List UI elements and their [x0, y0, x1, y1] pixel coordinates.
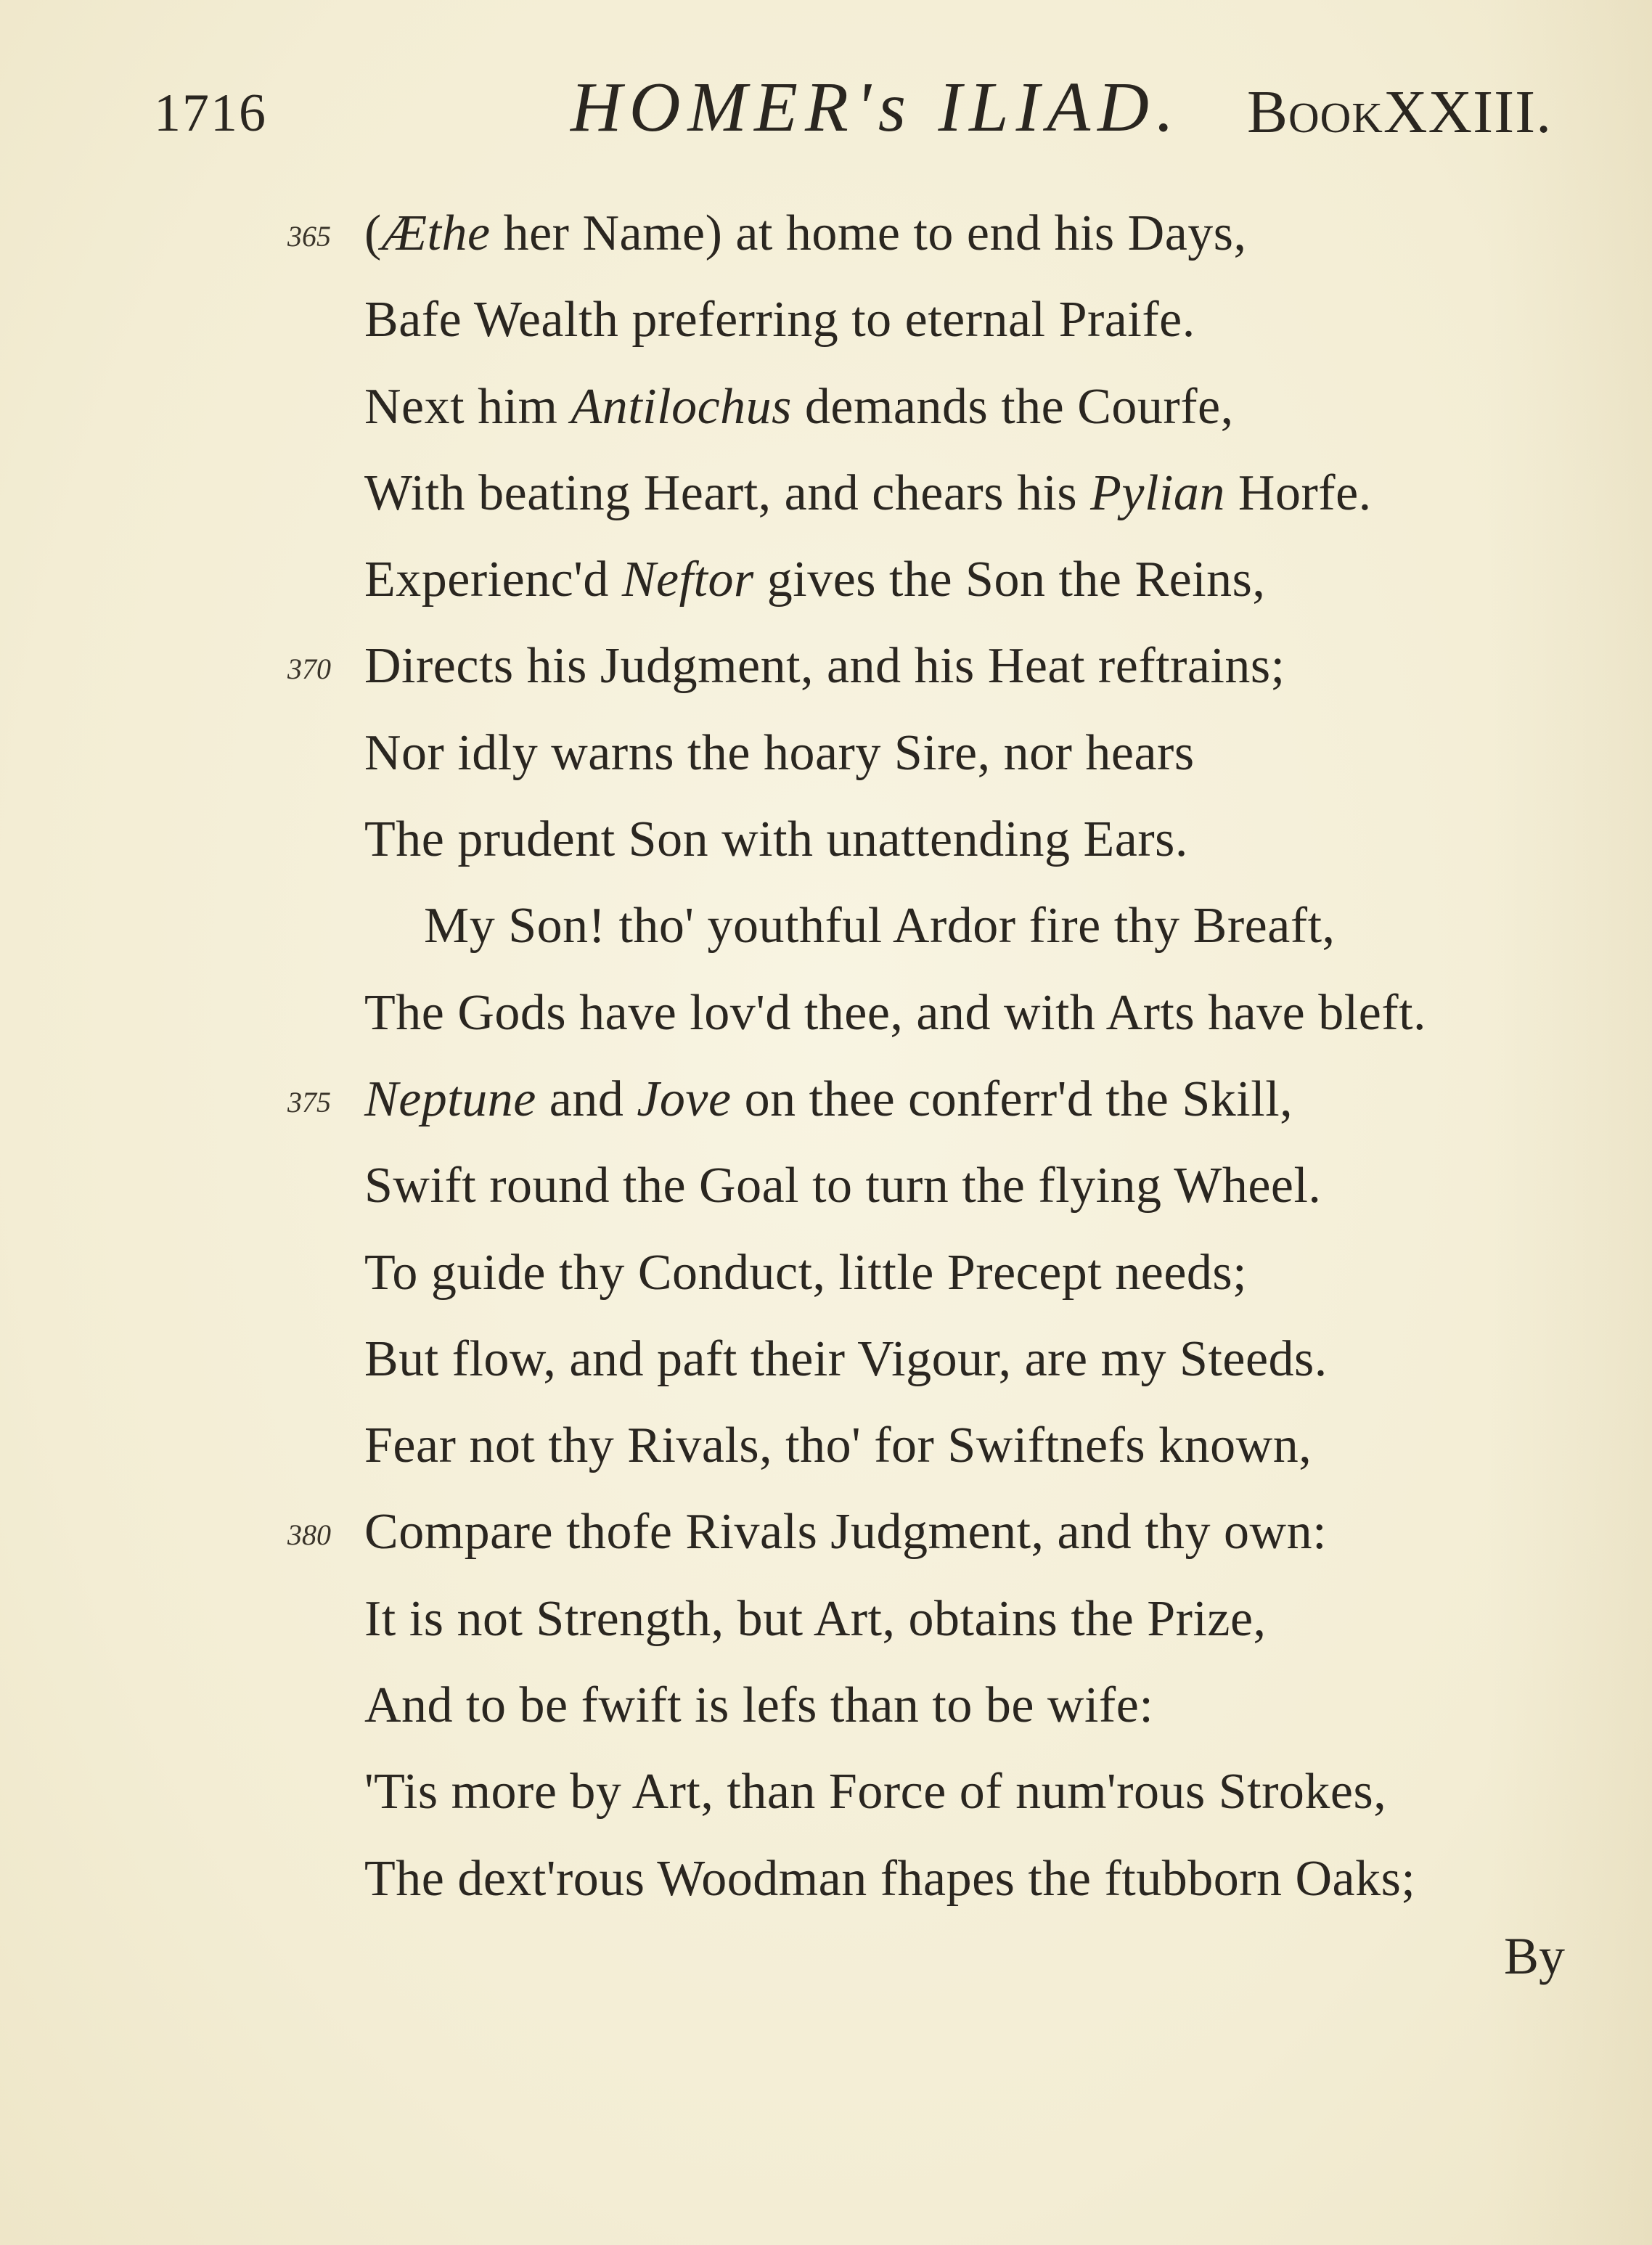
verse-segment: on thee conferr'd the Skill, [731, 1071, 1293, 1127]
verse-text [364, 970, 1426, 1056]
verse-segment: And to be fwift is lefs than to be wife: [364, 1677, 1154, 1734]
page-number: 1716 [154, 83, 267, 143]
verse-line [0, 1749, 1652, 1835]
catchword: By [1504, 1927, 1566, 1985]
line-number: 370 [287, 653, 331, 686]
verse-segment: her Name) at home to end his Days, [490, 205, 1247, 261]
verse-line [0, 1230, 1652, 1316]
verse-line [0, 364, 1652, 450]
verse-segment: To guide thy Conduct, little Precept needs; [364, 1244, 1248, 1301]
verse-segment: The prudent Son with unattending Ears. [364, 811, 1188, 868]
verse-segment: 'Tis more by Art, than Force of num'rous Strokes, [364, 1764, 1387, 1820]
verse-italic-name: Neptune [364, 1071, 536, 1127]
verse-segment: Horfe. [1224, 465, 1372, 521]
verse-segment: Directs his Judgment, and his Heat reftrains; [364, 638, 1285, 695]
verse-line [0, 710, 1652, 796]
verse-text [364, 1142, 1321, 1229]
verse-line [0, 536, 1652, 623]
verse-line [0, 970, 1652, 1056]
verse-text [364, 1056, 1293, 1142]
verse-text [364, 277, 1195, 363]
verse-segment: The dext'rous Woodman fhapes the ftubborn Oaks; [364, 1850, 1416, 1907]
verse-italic-name: Neftor [621, 552, 754, 608]
verse-italic-name: Antilochus [571, 378, 792, 435]
line-number: 365 [287, 220, 331, 253]
verse-segment: Nor idly warns the hoary Sire, nor hears [364, 724, 1195, 781]
verse-block [0, 190, 1652, 1922]
verse-segment: Experienc'd [364, 552, 622, 608]
line-number: 375 [287, 1085, 331, 1119]
verse-text [364, 1836, 1415, 1922]
verse-line [0, 1056, 1652, 1142]
verse-line [0, 1142, 1652, 1229]
verse-text [364, 1576, 1267, 1662]
verse-italic-name: Pylian [1090, 465, 1225, 521]
verse-segment: It is not Strength, but Art, obtains the Prize, [364, 1590, 1267, 1647]
verse-segment: But flow, and paft their Vigour, are my Steeds. [364, 1330, 1328, 1387]
verse-line [0, 1316, 1652, 1402]
verse-text [364, 1489, 1327, 1575]
verse-segment: and [536, 1071, 637, 1127]
verse-text [364, 536, 1265, 623]
book-number: XXIII. [1383, 78, 1553, 146]
verse-segment: ( [364, 205, 382, 261]
verse-line [0, 1576, 1652, 1662]
verse-line [0, 623, 1652, 709]
verse-italic-name: Æthe [381, 205, 491, 261]
verse-line [0, 1402, 1652, 1489]
verse-line [0, 796, 1652, 883]
verse-segment: Compare thofe Rivals Judgment, and thy own: [364, 1504, 1328, 1561]
verse-segment: Fear not thy Rivals, tho' for Swiftnefs known, [364, 1418, 1312, 1474]
verse-text [364, 1749, 1386, 1835]
verse-segment: gives the Son the Reins, [753, 552, 1266, 608]
verse-text [364, 796, 1188, 883]
verse-text [364, 364, 1234, 450]
verse-italic-name: Jove [637, 1071, 732, 1127]
verse-text [364, 710, 1195, 796]
verse-text [364, 1230, 1247, 1316]
verse-segment: Swift round the Goal to turn the flying Wheel. [364, 1158, 1322, 1214]
running-title: HOMER's ILIAD. [571, 68, 1182, 147]
verse-segment: With beating Heart, and chears his [364, 465, 1091, 521]
verse-line [0, 190, 1652, 277]
verse-line [0, 1836, 1652, 1922]
verse-text [364, 1662, 1153, 1749]
verse-segment: Next him [364, 378, 571, 435]
running-header [0, 67, 1652, 147]
verse-text [364, 623, 1285, 709]
verse-text [364, 1402, 1312, 1489]
verse-line [0, 1489, 1652, 1575]
verse-segment: The Gods have lov'd thee, and with Arts have bleft. [364, 984, 1427, 1041]
verse-text [364, 1316, 1328, 1402]
book-prefix: Book [1247, 78, 1383, 146]
verse-text [364, 190, 1247, 277]
verse-text [364, 450, 1372, 536]
verse-line [0, 1662, 1652, 1749]
verse-line [0, 277, 1652, 363]
verse-segment: My Son! tho' youthful Ardor fire thy Breaft, [424, 898, 1336, 954]
verse-text [424, 883, 1336, 969]
verse-segment: Bafe Wealth preferring to eternal Praife. [364, 292, 1195, 348]
line-number: 380 [287, 1518, 331, 1552]
verse-segment: demands the Courfe, [791, 378, 1234, 435]
verse-line [0, 450, 1652, 536]
verse-line [0, 883, 1652, 969]
book-label [1247, 77, 1552, 147]
